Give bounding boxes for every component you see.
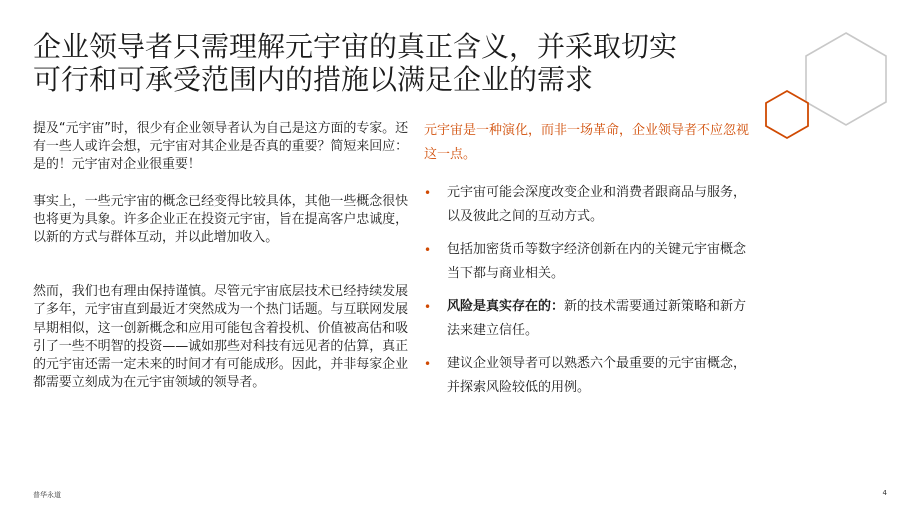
left-paragraph-3: 然而，我们也有理由保持谨慎。尽管元宇宙底层技术已经持续发展了多年，元宇宙直到最近才突然成为一个热门话题。与互联网发展早期相似，这一创新概念和应用可能包含着投机、价值被高估和吸引了一些不明智的投资——诚如那些对科技有远见者的估算，真正的元宇宙还需一定未来的时间才有可能成形。因此，并非每家企业都需要立刻成为在元宇宙领域的领导者。	[33, 284, 408, 391]
highlight-statement: 元宇宙是一种演化，而非一场革命，企业领导者不应忽视这一点。	[424, 123, 750, 162]
right-column	[424, 119, 754, 409]
bullet-icon: •	[424, 357, 432, 371]
key-point-text: 包括加密货币等数字经济创新在内的关键元宇宙概念当下都与商业相关。	[447, 242, 747, 281]
slide-title-line-1: 企业领导者只需理解元宇宙的真正含义，并采取切实	[33, 30, 678, 63]
slide-title	[33, 30, 773, 96]
left-paragraph-2: 事实上，一些元宇宙的概念已经变得比较具体，其他一些概念很快也将更为具象。许多企业正在投资元宇宙，旨在提高客户忠诚度，以新的方式与群体互动，并以此增加收入。	[33, 193, 408, 246]
bullet-icon: •	[424, 186, 432, 200]
page-number: 4	[882, 489, 887, 497]
key-point-1	[424, 181, 754, 229]
key-point-2	[424, 238, 754, 286]
key-point-4	[424, 352, 754, 400]
key-point-text: 新的技术需要通过新策略和新方法来建立信任。	[447, 299, 747, 338]
left-column	[33, 120, 408, 392]
hexagon-outline-icon	[760, 30, 900, 145]
bullet-icon: •	[424, 300, 432, 314]
key-point-text: 建议企业领导者可以熟悉六个最重要的元宇宙概念，并探索风险较低的用例。	[447, 356, 747, 395]
key-points-list	[424, 181, 754, 400]
bullet-icon: •	[424, 243, 432, 257]
small-hexagon-icon	[766, 91, 808, 138]
key-point-bold-lead: 风险是真实存在的：	[447, 299, 565, 314]
key-point-3	[424, 295, 754, 343]
footer-brand: 普华永道	[33, 491, 61, 499]
large-hexagon-icon	[806, 33, 886, 125]
key-point-text: 元宇宙可能会深度改变企业和消费者跟商品与服务，以及彼此之间的互动方式。	[447, 185, 747, 224]
slide-title-line-2: 可行和可承受范围内的措施以满足企业的需求	[33, 63, 594, 96]
left-paragraph-1: 提及“元宇宙”时，很少有企业领导者认为自己是这方面的专家。还有一些人或许会想，元宇宙对其企业是否真的重要？简短来回应：是的！元宇宙对企业很重要！	[33, 121, 408, 173]
